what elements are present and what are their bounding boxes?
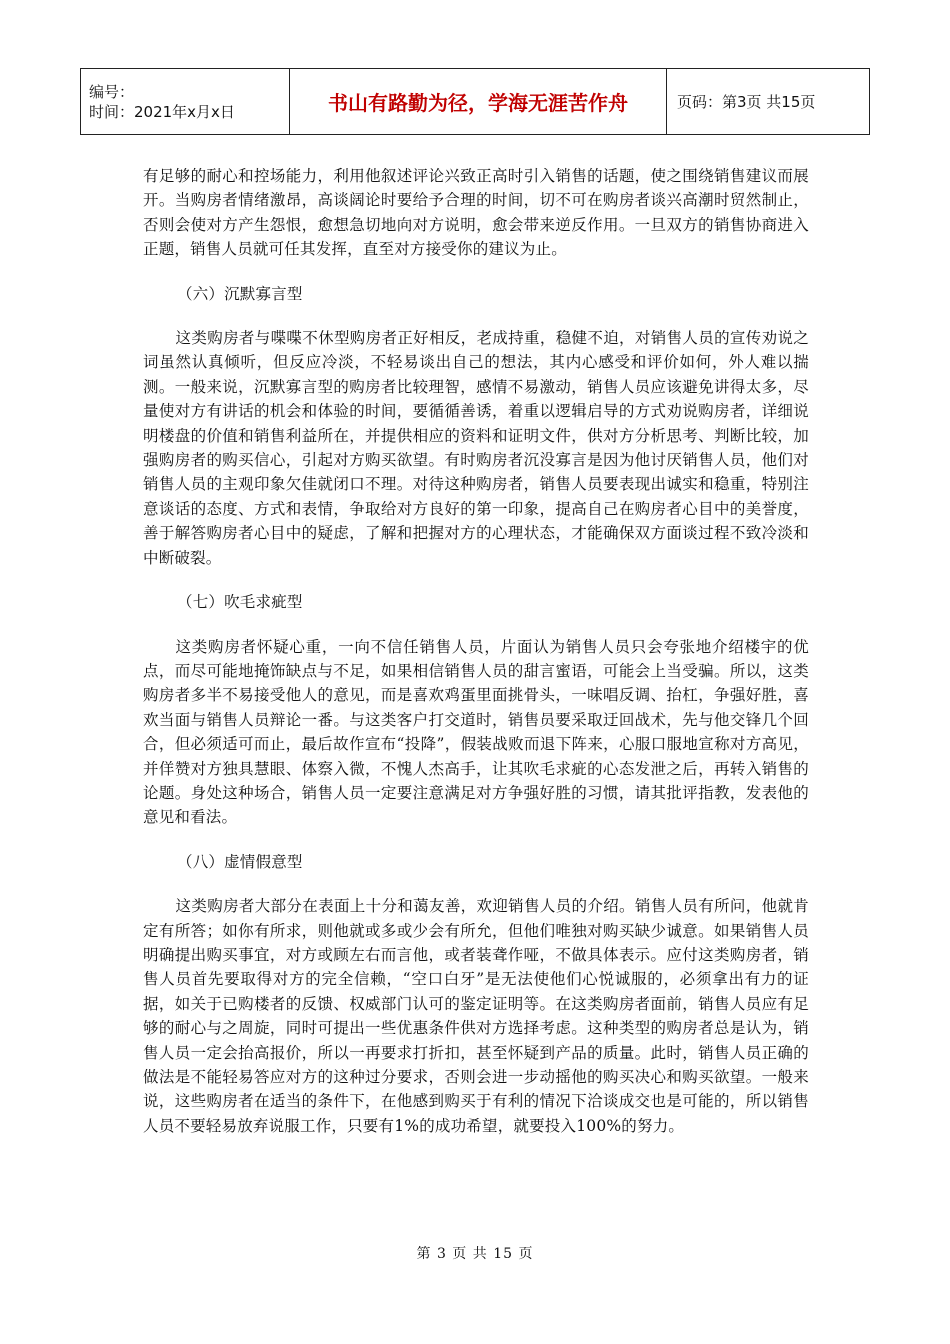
paragraph: 这类购房者怀疑心重，一向不信任销售人员，片面认为销售人员只会夸张地介绍楼宇的优点，而尽可能地掩饰缺点与不足，如果相信销售人员的甜言蜜语，可能会上当受骗。所以，这类购房者多半不易接受他人的意见，而是喜欢鸡蛋里面挑骨头，一味唱反调、抬杠，争强好胜，喜欢当面与销售人员辩论一番。与这类客户打交道时，销售员要采取迂回战术，先与他交锋几个回合，但必须适可而止，最后故作宣布“投降”，假装战败而退下阵来，心服口服地宣称对方高见，并佯赞对方独具慧眼、体察入微，不愧人杰高手，让其吹毛求疵的心态发泄之后，再转入销售的论题。身处这种场合，销售人员一定要注意满足对方争强好胜的习惯，请其批评指教，发表他的意见和看法。 <box>143 637 809 827</box>
paragraph: 这类购房者大部分在表面上十分和蔼友善，欢迎销售人员的介绍。销售人员有所问，他就肯定有所答；如你有所求，则他就或多或少会有所允，但他们唯独对购买缺少诚意。如果销售人员明确提出购买事宜，对方或顾左右而言他，或者装聋作哑，不做具体表示。应付这类购房者，销售人员首先要取得对方的完全信赖，“空口白牙”是无法使他们心悦诚服的，必须拿出有力的证据，如关于已购楼者的反馈、权威部门认可的鉴定证明等。在这类购房者面前，销售人员应有足够的耐心与之周旋，同时可提出一些优惠条件供对方选择考虑。这种类型的购房者总是认为，销售人员一定会抬高报价，所以一再要求打折扣，甚至怀疑到产品的质量。此时，销售人员正确的做法是不能轻易答应对方的这种过分要求，否则会进一步动摇他的购买决心和购买欲望。一般来说，这些购房者在适当的条件下，在他感到购买于有利的情况下洽谈成交也是可能的，所以销售人员不要轻易放弃说服工作，只要有1%的成功希望，就要投入100%的努力。 <box>143 897 809 1135</box>
document-header <box>80 68 870 135</box>
document-number-label: 编号： <box>89 82 135 101</box>
section-heading: （七）吹毛求疵型 <box>177 593 303 612</box>
section-heading: （八）虚情假意型 <box>177 852 303 871</box>
paragraph: 这类购房者与喋喋不休型购房者正好相反，老成持重，稳健不迫，对销售人员的宣传劝说之词虽然认真倾听，但反应冷淡，不轻易谈出自己的想法，其内心感受和评价如何，外人难以揣测。一般来说，沉默寡言型的购房者比较理智，感情不易激动，销售人员应该避免讲得太多，尽量使对方有讲话的机会和体验的时间，要循循善诱，着重以逻辑启导的方式劝说购房者，详细说明楼盘的价值和销售利益所在，并提供相应的资料和证明文件，供对方分析思考、判断比较，加强购房者的购买信心，引起对方购买欲望。有时购房者沉没寡言是因为他讨厌销售人员，他们对销售人员的主观印象欠佳就闭口不理。对待这种购房者，销售人员要表现出诚实和稳重，特别注意谈话的态度、方式和表情，争取给对方良好的第一印象，提高自己在购房者心目中的美誉度，善于解答购房者心目中的疑虑，了解和把握对方的心理状态，才能确保双方面谈过程不致冷淡和中断破裂。 <box>143 329 809 567</box>
header-page-info: 页码：第3页 共15页 <box>667 69 870 135</box>
header-meta <box>81 69 290 135</box>
header-motto: 书山有路勤为径，学海无涯苦作舟 <box>290 69 667 135</box>
page-footer: 第 3 页 共 15 页 <box>416 1246 534 1262</box>
paragraph: 有足够的耐心和控场能力，利用他叙述评论兴致正高时引入销售的话题，使之围绕销售建议而展开。当购房者情绪激昂，高谈阔论时要给予合理的时间，切不可在购房者谈兴高潮时贸然制止，否则会使对方产生怨恨，愈想急切地向对方说明，愈会带来逆反作用。一旦双方的销售协商进入正题，销售人员就可任其发挥，直至对方接受你的建议为止。 <box>143 167 809 259</box>
section-heading: （六）沉默寡言型 <box>177 284 303 303</box>
document-body <box>143 164 809 1138</box>
document-date: 时间：2021年x月x日 <box>89 102 235 121</box>
